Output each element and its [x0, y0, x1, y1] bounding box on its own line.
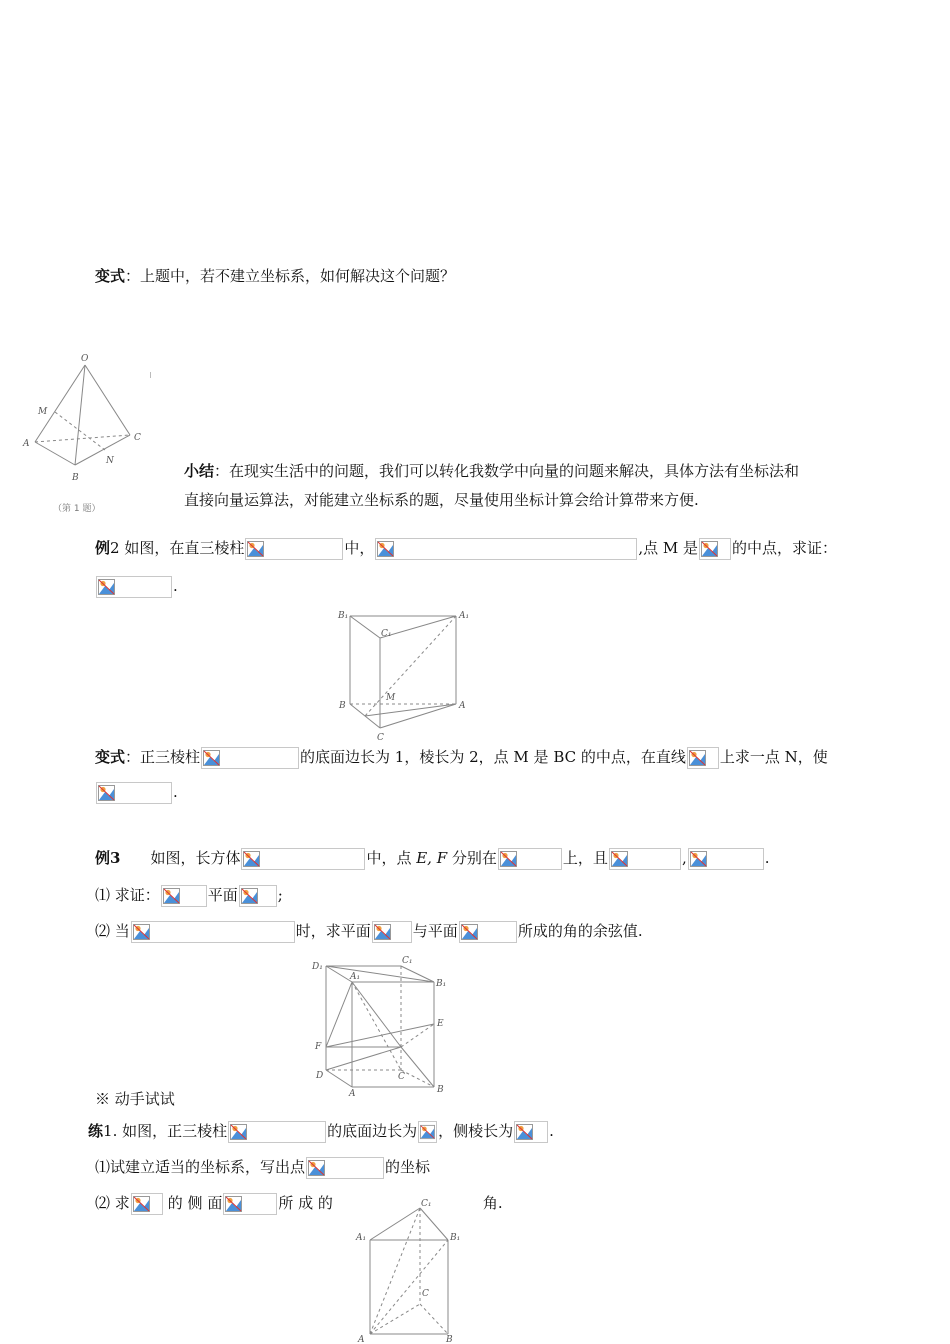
- example2-num: 2: [110, 539, 120, 557]
- fig3-label-b1: B₁: [436, 979, 447, 989]
- figure-prism: [328, 604, 478, 744]
- example3-label: 例3: [95, 849, 121, 867]
- example3-q2: [95, 920, 643, 943]
- practice1-q2-text-b: 的 侧 面: [167, 1194, 223, 1212]
- example2-text-2: 中，: [344, 539, 375, 557]
- fig1-label-c: C: [134, 433, 141, 443]
- formula-image: [161, 885, 207, 907]
- variant2-line-2: [95, 781, 178, 804]
- broken-image-icon: [247, 541, 264, 557]
- formula-image: [609, 848, 681, 870]
- example3-q1-text-a: ⑴ 求证：: [95, 886, 160, 904]
- formula-image: [131, 1193, 163, 1215]
- fig2-label-b: B: [339, 701, 346, 711]
- example3-ef: E, F: [416, 849, 448, 867]
- fig2-label-a1: A₁: [459, 611, 470, 621]
- fig3-label-b: B: [437, 1085, 444, 1095]
- variant1-line: [95, 265, 455, 287]
- formula-image: [241, 848, 365, 870]
- fig3-label-d: D: [316, 1071, 324, 1081]
- practice1-q2-text-a: ⑵ 求: [95, 1194, 130, 1212]
- formula-image: [375, 538, 637, 560]
- example3-text-5: ,: [681, 849, 687, 867]
- fig1-label-a: A: [23, 439, 30, 449]
- variant2-label: 变式: [95, 748, 126, 766]
- formula-image: [131, 921, 295, 943]
- example3-line-1: [95, 847, 770, 870]
- example2-line-2: [95, 575, 178, 598]
- variant1-text: ：上题中，若不建立坐标系，如何解决这个问题？: [125, 267, 456, 285]
- formula-image: [245, 538, 343, 560]
- practice1-line-1: [88, 1120, 554, 1143]
- practice1-num: 1: [103, 1122, 113, 1140]
- try-it-heading: [95, 1088, 175, 1110]
- summary-line-1: [184, 460, 799, 482]
- fig2-label-c: C: [377, 733, 384, 743]
- variant2-text-1: ：正三棱柱: [125, 748, 201, 766]
- formula-image: [96, 782, 172, 804]
- broken-image-icon: [163, 888, 180, 904]
- summary-line-2: [184, 489, 699, 511]
- broken-image-icon: [374, 924, 391, 940]
- fig2-label-a: A: [459, 701, 466, 711]
- example3-q2-text-c: 与平面: [412, 922, 458, 940]
- fig4-label-b1: B₁: [450, 1233, 461, 1243]
- example2-text-5: .: [173, 577, 178, 595]
- broken-image-icon: [420, 1124, 435, 1140]
- broken-image-icon: [230, 1124, 247, 1140]
- formula-image: [239, 885, 277, 907]
- try-it-text: ※ 动手试试: [95, 1090, 175, 1108]
- fig3-label-a1: A₁: [350, 972, 361, 982]
- variant2-line-1: [95, 746, 828, 769]
- fig2-label-m: M: [386, 693, 396, 703]
- formula-image: [688, 848, 764, 870]
- fig4-label-b: B: [446, 1335, 453, 1344]
- fig1-label-o: O: [81, 354, 89, 364]
- broken-image-icon: [516, 1124, 533, 1140]
- example3-q1: [95, 884, 283, 907]
- broken-image-icon: [308, 1160, 325, 1176]
- example3-q1-text-c: ;: [277, 886, 283, 904]
- formula-image: [699, 538, 731, 560]
- formula-image: [418, 1121, 437, 1143]
- example3-text-4: 上，且: [562, 849, 608, 867]
- broken-image-icon: [133, 1196, 150, 1212]
- formula-image: [459, 921, 517, 943]
- example2-label: 例: [95, 539, 111, 557]
- formula-image: [498, 848, 562, 870]
- practice1-text-3: ，侧棱长为: [438, 1122, 514, 1140]
- fig2-label-b1: B₁: [338, 611, 349, 621]
- figure-cuboid: [306, 952, 456, 1097]
- example3-text-6: .: [764, 849, 770, 867]
- figure-tetrahedron: [20, 350, 160, 520]
- broken-image-icon: [225, 1196, 242, 1212]
- example3-text-3: 分别在: [447, 849, 497, 867]
- formula-image: [96, 576, 172, 598]
- broken-image-icon: [500, 851, 517, 867]
- formula-image: [372, 921, 412, 943]
- fig4-label-c1: C₁: [421, 1199, 432, 1209]
- broken-image-icon: [690, 851, 707, 867]
- fig4-label-a1: A₁: [356, 1233, 367, 1243]
- practice1-q2-text-d: 角.: [482, 1194, 503, 1212]
- broken-image-icon: [133, 924, 150, 940]
- variant1-label: 变式: [95, 267, 126, 285]
- broken-image-icon: [377, 541, 394, 557]
- formula-image: [687, 747, 719, 769]
- example2-text-1: 如图，在直三棱柱: [119, 539, 245, 557]
- fig3-label-a: A: [349, 1089, 356, 1097]
- formula-image: [201, 747, 299, 769]
- broken-image-icon: [98, 579, 115, 595]
- example3-q2-text-d: 所成的角的余弦值.: [517, 922, 643, 940]
- summary-text-2: 直接向量运算法，对能建立坐标系的题，尽量使用坐标计算会给计算带来方便.: [184, 491, 699, 509]
- fig2-label-c1: C₁: [381, 629, 392, 639]
- practice1-q2-text-c: 所 成 的: [278, 1194, 333, 1212]
- broken-image-icon: [689, 750, 706, 766]
- fig3-label-d1: D₁: [312, 962, 323, 972]
- fig4-label-a: A: [358, 1335, 365, 1344]
- formula-image: [228, 1121, 326, 1143]
- example3-text-2: 中，点: [366, 849, 417, 867]
- example3-q2-text-a: ⑵ 当: [95, 922, 130, 940]
- example3-q2-text-b: 时，求平面: [295, 922, 371, 940]
- fig1-label-m: M: [38, 407, 48, 417]
- example3-text-1: 如图，长方体: [150, 849, 241, 867]
- practice1-text-4: .: [549, 1122, 554, 1140]
- figure-prism-2: [350, 1196, 470, 1344]
- practice1-q1: [95, 1156, 430, 1179]
- fig3-label-f: F: [315, 1042, 322, 1052]
- example2-line-1: [95, 537, 837, 560]
- practice1-text-1: . 如图，正三棱柱: [112, 1122, 228, 1140]
- variant2-text-3: 上求一点 N，使: [719, 748, 828, 766]
- fig3-label-e: E: [437, 1019, 444, 1029]
- practice1-label: 练: [88, 1122, 104, 1140]
- broken-image-icon: [611, 851, 628, 867]
- stray-mark: [150, 372, 154, 378]
- fig3-label-c1: C₁: [402, 956, 413, 966]
- broken-image-icon: [461, 924, 478, 940]
- fig1-label-b: B: [72, 473, 79, 483]
- fig3-label-c: C: [398, 1072, 405, 1082]
- fig4-label-c: C: [422, 1289, 429, 1299]
- broken-image-icon: [241, 888, 258, 904]
- broken-image-icon: [203, 750, 220, 766]
- practice1-text-2: 的底面边长为: [327, 1122, 418, 1140]
- formula-image: [223, 1193, 277, 1215]
- example2-text-3: ,点 M 是: [638, 539, 699, 557]
- fig1-caption: （第 1 题）: [53, 504, 101, 514]
- broken-image-icon: [701, 541, 718, 557]
- formula-image: [306, 1157, 384, 1179]
- fig1-label-n: N: [106, 456, 114, 466]
- variant2-text-4: .: [173, 783, 178, 801]
- practice1-q1-text-a: ⑴试建立适当的坐标系，写出点: [95, 1158, 306, 1176]
- broken-image-icon: [243, 851, 260, 867]
- summary-label: 小结: [184, 462, 215, 480]
- example3-q1-text-b: 平面: [207, 886, 238, 904]
- example2-text-4: 的中点，求证：: [732, 539, 838, 557]
- formula-image: [514, 1121, 548, 1143]
- variant2-text-2: 的底面边长为 1，棱长为 2，点 M 是 BC 的中点，在直线: [300, 748, 686, 766]
- practice1-q1-text-b: 的坐标: [385, 1158, 431, 1176]
- broken-image-icon: [98, 785, 115, 801]
- summary-text-1: ：在现实生活中的问题，我们可以转化我数学中向量的问题来解决，具体方法有坐标法和: [214, 462, 800, 480]
